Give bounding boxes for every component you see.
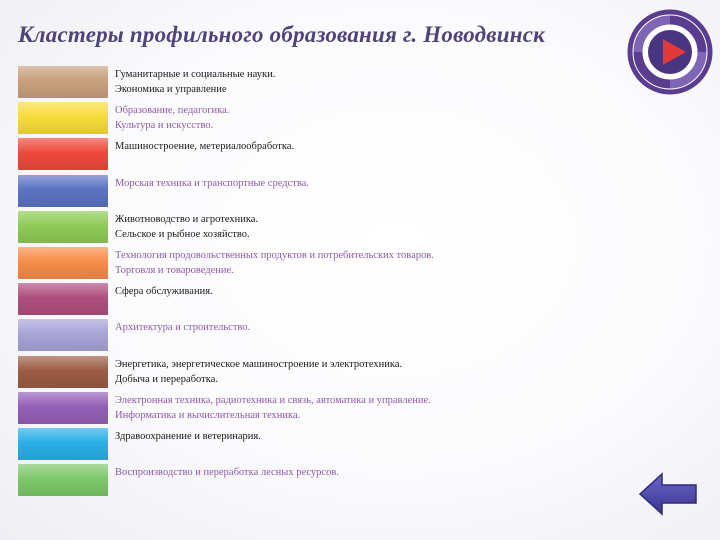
cluster-description bbox=[115, 429, 655, 444]
cluster-color-swatch bbox=[18, 138, 108, 170]
cluster-label: Воспроизводство и переработка лесных ресурсов. bbox=[115, 467, 339, 479]
cluster-description bbox=[115, 67, 655, 97]
cluster-description bbox=[115, 393, 655, 423]
cluster-label: Культура и искусство. bbox=[115, 120, 214, 132]
cluster-label: Информатика и вычислительная техника. bbox=[115, 409, 301, 421]
cluster-color-swatch bbox=[18, 175, 108, 207]
cluster-row bbox=[18, 247, 658, 283]
cluster-color-swatch bbox=[18, 247, 108, 279]
cluster-description bbox=[115, 320, 655, 335]
cluster-label: Образование, педагогика. bbox=[115, 105, 230, 117]
cluster-label: Торговля и товароведение. bbox=[115, 264, 234, 276]
cluster-row bbox=[18, 175, 658, 211]
cluster-color-swatch bbox=[18, 319, 108, 351]
cluster-description bbox=[115, 176, 655, 191]
cluster-label: Морская техника и транспортные средства. bbox=[115, 177, 309, 189]
cluster-row bbox=[18, 356, 658, 392]
cluster-row bbox=[18, 138, 658, 174]
cluster-color-swatch bbox=[18, 392, 108, 424]
cluster-label: Энергетика, энергетическое машиностроение и электротехника. bbox=[115, 358, 403, 370]
cluster-color-swatch bbox=[18, 428, 108, 460]
cluster-label: Сельское и рыбное хозяйство. bbox=[115, 228, 250, 240]
cluster-label: Экономика и управление bbox=[115, 84, 227, 95]
cluster-description bbox=[115, 103, 655, 133]
cluster-label: Сфера обслуживания. bbox=[115, 286, 213, 298]
slide-title: Кластеры профильного образования г. Новодвинск bbox=[18, 22, 545, 47]
cluster-color-swatch bbox=[18, 66, 108, 98]
cluster-label: Гуманитарные и социальные науки. bbox=[115, 69, 276, 80]
cluster-row bbox=[18, 319, 658, 355]
cluster-label: Здравоохранение и ветеринария. bbox=[115, 430, 261, 442]
cluster-row bbox=[18, 428, 658, 464]
cluster-row bbox=[18, 283, 658, 319]
cluster-row bbox=[18, 392, 658, 428]
cluster-color-swatch bbox=[18, 102, 108, 134]
cluster-color-swatch bbox=[18, 283, 108, 315]
cluster-list bbox=[18, 66, 658, 500]
cluster-row bbox=[18, 464, 658, 500]
cluster-label: Электронная техника, радиотехника и связь, автоматика и управление. bbox=[115, 394, 431, 406]
cluster-row bbox=[18, 102, 658, 138]
cluster-description bbox=[115, 284, 655, 299]
cluster-label: Машиностроение, метериалообработка. bbox=[115, 141, 295, 153]
cluster-row bbox=[18, 211, 658, 247]
cluster-color-swatch bbox=[18, 356, 108, 388]
cluster-row bbox=[18, 66, 658, 102]
arrow-left-icon[interactable] bbox=[636, 470, 700, 518]
cluster-label: Технология продовольственных продуктов и потребительских товаров. bbox=[115, 249, 434, 261]
cluster-color-swatch bbox=[18, 464, 108, 496]
cluster-description bbox=[115, 248, 655, 278]
cluster-description bbox=[115, 465, 655, 480]
cluster-label: Архитектура и строительство. bbox=[115, 322, 251, 334]
cluster-label: Животноводство и агротехника. bbox=[115, 213, 259, 225]
cluster-description bbox=[115, 139, 655, 154]
cluster-description bbox=[115, 212, 655, 242]
cluster-label: Добыча и переработка. bbox=[115, 373, 218, 385]
cluster-description bbox=[115, 357, 655, 387]
cluster-color-swatch bbox=[18, 211, 108, 243]
